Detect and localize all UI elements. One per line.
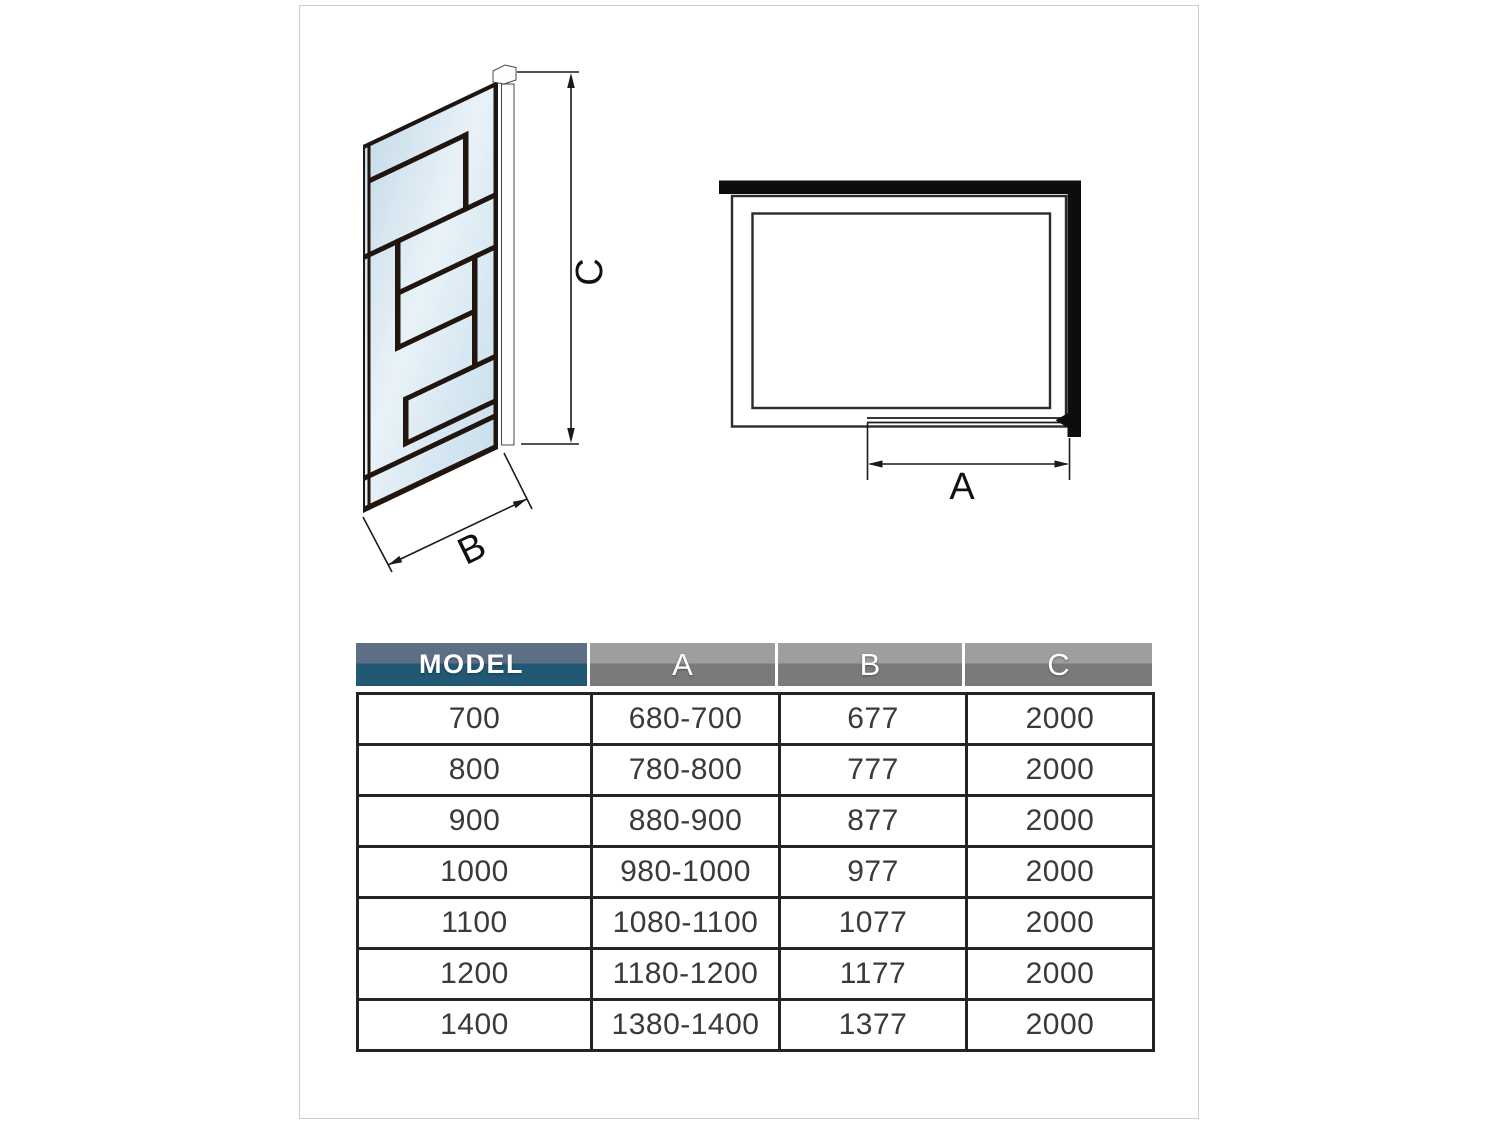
table-cell: 900 xyxy=(358,796,592,847)
dim-label-c: C xyxy=(569,258,611,286)
table-cell: 2000 xyxy=(967,898,1154,949)
table-header-row xyxy=(356,643,1152,686)
table-cell: 2000 xyxy=(967,745,1154,796)
table-cell: 977 xyxy=(780,847,967,898)
table-cell: 1380-1400 xyxy=(592,1000,780,1051)
table-cell: 2000 xyxy=(967,949,1154,1000)
table-row xyxy=(358,796,1154,847)
wall-top xyxy=(719,181,1080,195)
table-cell: 700 xyxy=(358,694,592,745)
table-cell: 780-800 xyxy=(592,745,780,796)
table-row xyxy=(358,1000,1154,1051)
plan-view-diagram xyxy=(719,181,1081,509)
glass-edge-left-inner xyxy=(368,141,371,510)
table-cell: 877 xyxy=(780,796,967,847)
table-cell: 880-900 xyxy=(592,796,780,847)
table-cell: 680-700 xyxy=(592,694,780,745)
table-row xyxy=(358,949,1154,1000)
table-cell: 1080-1100 xyxy=(592,898,780,949)
table-cell: 2000 xyxy=(967,694,1154,745)
table-cell: 1000 xyxy=(358,847,592,898)
table-cell: 2000 xyxy=(967,1000,1154,1051)
tray-inner xyxy=(753,214,1051,409)
spec-table xyxy=(356,643,1158,1052)
glass-edge-left-outer xyxy=(363,144,365,513)
table-row xyxy=(358,745,1154,796)
tray-outer xyxy=(732,196,1066,427)
wall-profile-bar xyxy=(502,84,515,445)
dimension-a xyxy=(868,423,1070,508)
wall-right xyxy=(1068,181,1082,438)
table-header-b: B xyxy=(778,643,965,686)
dim-label-b: B xyxy=(451,524,493,574)
table-header-model: MODEL xyxy=(356,643,590,686)
table-cell: 800 xyxy=(358,745,592,796)
table-header-a: A xyxy=(590,643,778,686)
table-cell: 2000 xyxy=(967,796,1154,847)
table-body xyxy=(356,692,1155,1052)
table-cell: 1100 xyxy=(358,898,592,949)
table-cell: 2000 xyxy=(967,847,1154,898)
dim-label-a: A xyxy=(949,466,975,508)
table-row xyxy=(358,898,1154,949)
table-header-c: C xyxy=(965,643,1152,686)
table-cell: 1400 xyxy=(358,1000,592,1051)
side-view-diagram xyxy=(363,65,611,573)
table-row xyxy=(358,847,1154,898)
wall-profile-cap xyxy=(493,65,516,84)
table-cell: 980-1000 xyxy=(592,847,780,898)
table-cell: 677 xyxy=(780,694,967,745)
table-cell: 1177 xyxy=(780,949,967,1000)
glass-panel xyxy=(363,81,498,513)
table-cell: 1077 xyxy=(780,898,967,949)
table-cell: 1377 xyxy=(780,1000,967,1051)
table-cell: 777 xyxy=(780,745,967,796)
table-cell: 1180-1200 xyxy=(592,949,780,1000)
table-cell: 1200 xyxy=(358,949,592,1000)
table-row xyxy=(358,694,1154,745)
dimension-c xyxy=(517,72,611,444)
glass-edge-right xyxy=(494,81,499,451)
